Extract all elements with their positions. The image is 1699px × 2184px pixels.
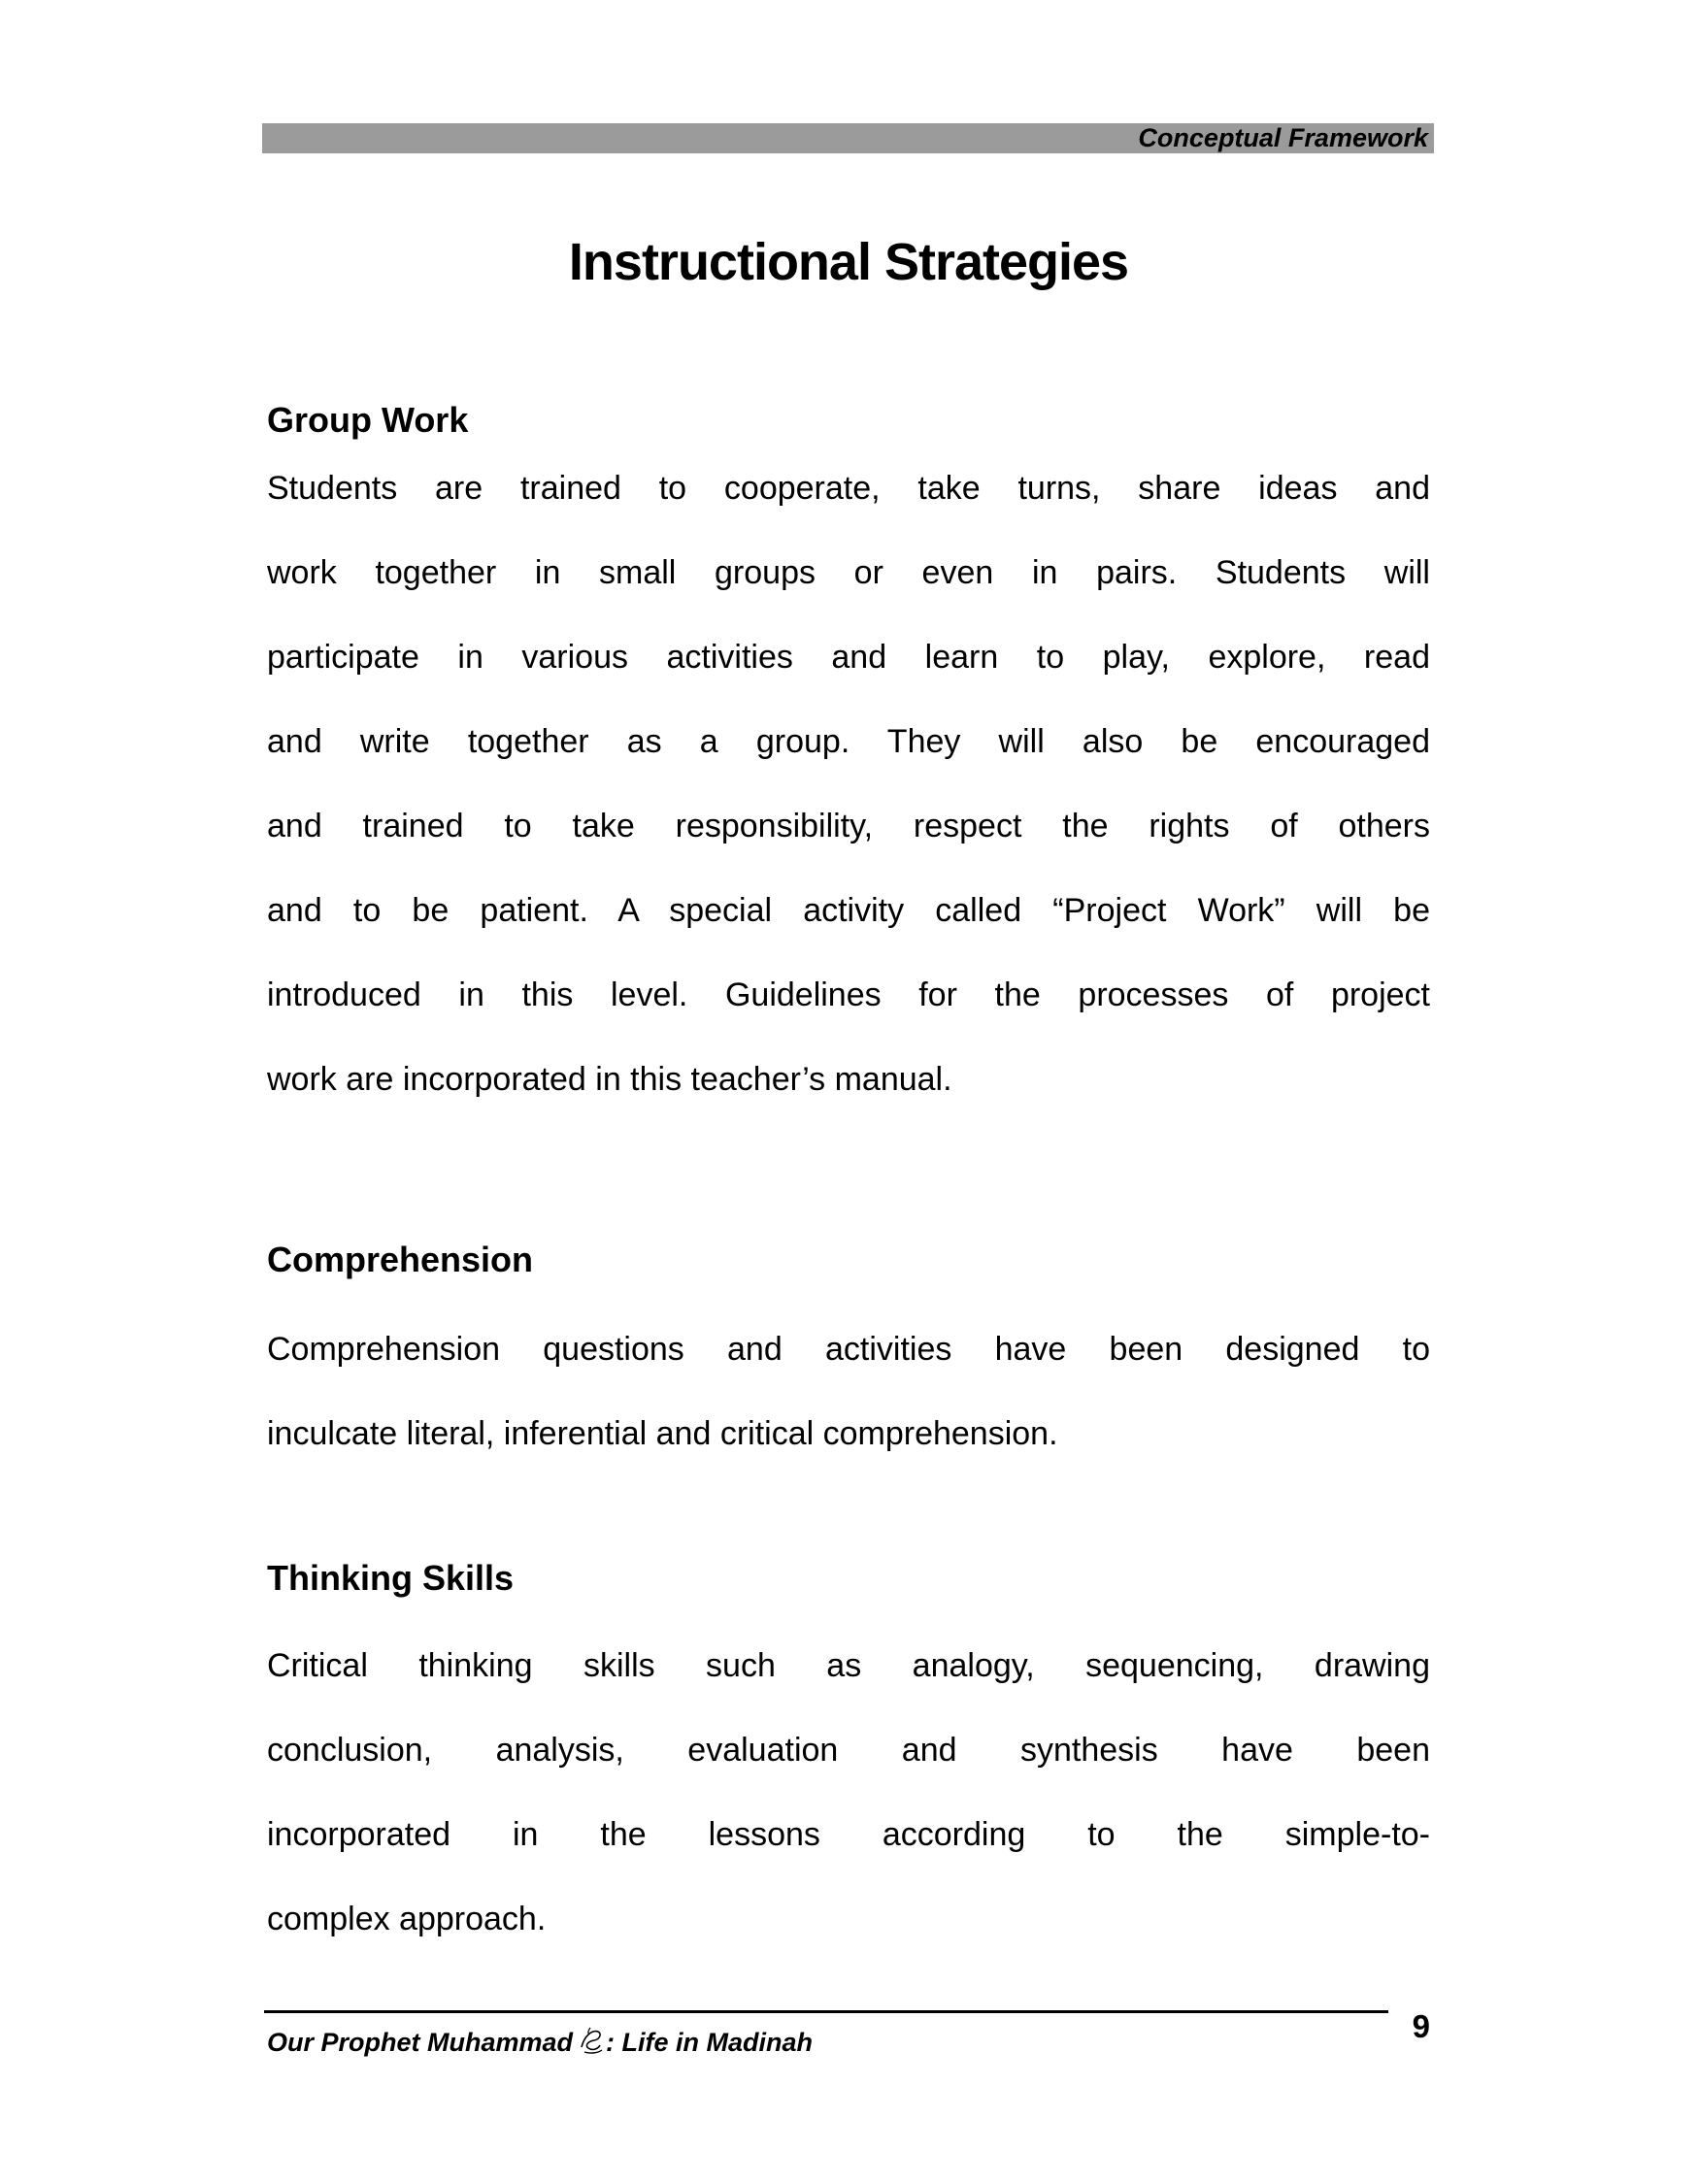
footer-book-title-prefix: Our Prophet Muhammad [267, 2028, 574, 2057]
paragraph-line: and to be patient. A special activity called “Project Work” will be [267, 892, 1430, 929]
paragraph-group-work [267, 447, 1430, 1122]
paragraph-line: conclusion, analysis, evaluation and synthesis have been [267, 1732, 1430, 1769]
footer-divider [264, 2010, 1388, 2013]
section-heading-comprehension: Comprehension [267, 1240, 534, 1279]
paragraph-line: and write together as a group. They will also be encouraged [267, 723, 1430, 760]
paragraph-line: participate in various activities and learn to play, explore, read [267, 639, 1430, 676]
footer-book-title [267, 2023, 813, 2066]
header-label: Conceptual Framework [1138, 123, 1428, 152]
footer-book-title-suffix: : Life in Madinah [606, 2028, 814, 2057]
pbuh-calligraphy-icon [579, 2026, 604, 2066]
paragraph-comprehension [267, 1307, 1430, 1476]
paragraph-line: work together in small groups or even in pairs. Students will [267, 554, 1430, 591]
paragraph-line: Students are trained to cooperate, take turns, share ideas and [267, 470, 1430, 507]
paragraph-line: Comprehension questions and activities have been designed to [267, 1331, 1430, 1368]
paragraph-line: introduced in this level. Guidelines for the processes of project [267, 976, 1430, 1013]
page-number: 9 [1412, 2008, 1430, 2044]
section-heading-thinking-skills: Thinking Skills [267, 1558, 515, 1598]
paragraph-line: work are incorporated in this teacher’s manual. [267, 1061, 952, 1098]
paragraph-thinking-skills [267, 1624, 1430, 1962]
paragraph-line: and trained to take responsibility, respect the rights of others [267, 808, 1430, 844]
paragraph-line: Critical thinking skills such as analogy, sequencing, drawing [267, 1647, 1430, 1684]
section-heading-group-work: Group Work [267, 400, 469, 440]
paragraph-line: inculcate literal, inferential and critical comprehension. [267, 1415, 1058, 1452]
paragraph-line: incorporated in the lessons according to the simple-to- [267, 1816, 1430, 1853]
header-bar [262, 123, 1434, 153]
paragraph-line: complex approach. [267, 1901, 547, 1937]
page-title: Instructional Strategies [568, 233, 1129, 291]
